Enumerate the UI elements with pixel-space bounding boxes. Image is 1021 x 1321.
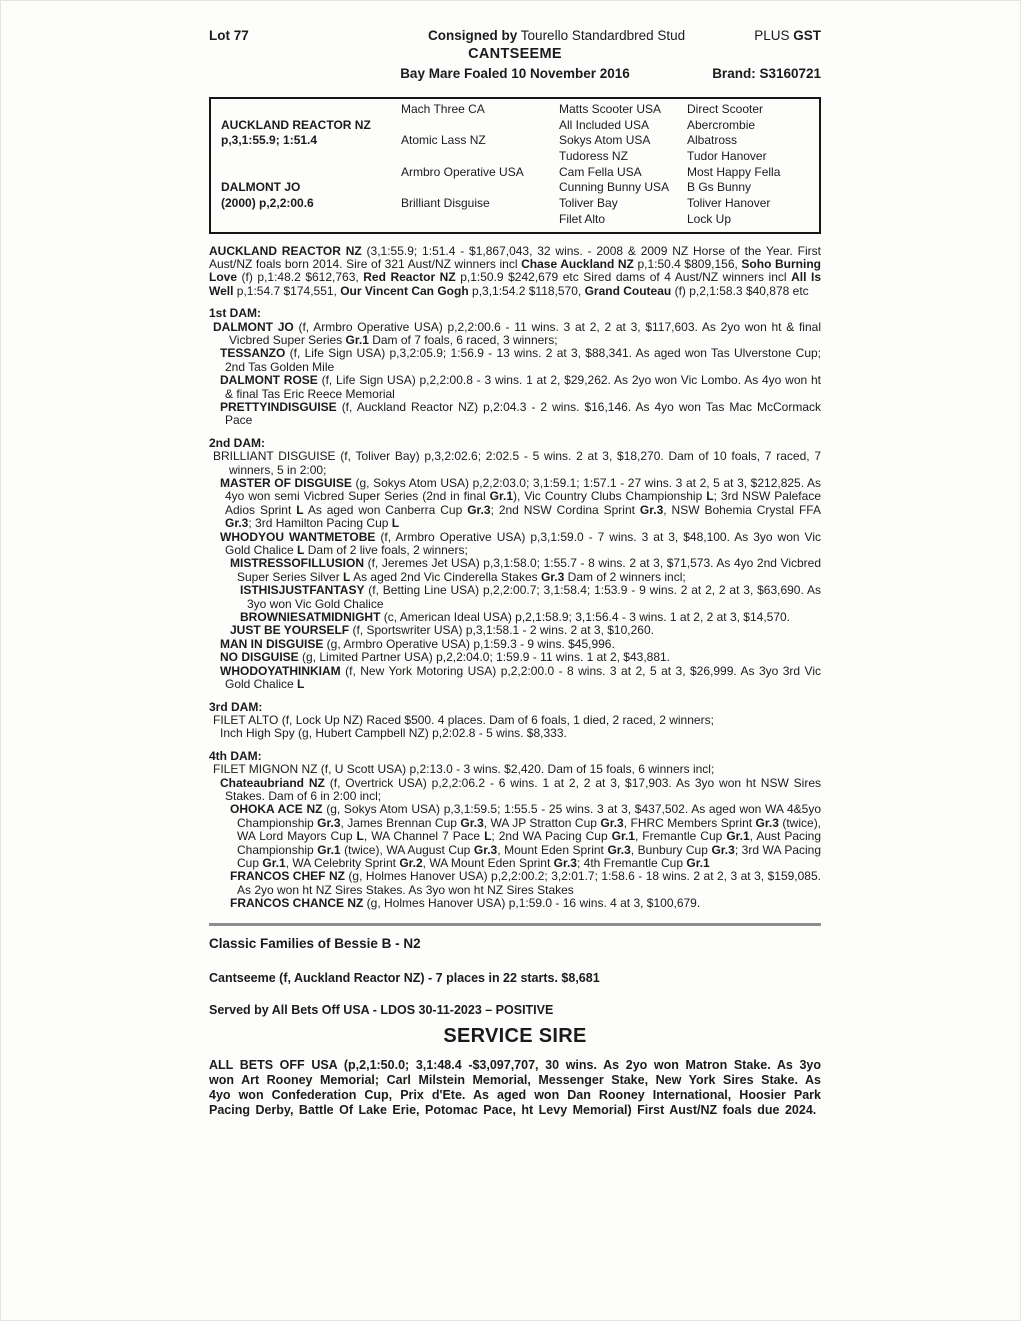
horse-dalmont-rose: DALMONT ROSE (f, Life Sign USA) p,2,2:00.8 - 3 wins. 1 at 2, $29,262. As 2yo won Vic Lombo. As 4yo won ht & final Tas Eric Reece Memorial: [220, 373, 821, 401]
horse-name: CANTSEEME: [468, 46, 562, 62]
consignor-name: Tourello Standardbred Stud: [520, 28, 686, 43]
gen4-ancestor: Toliver Hanover: [687, 196, 771, 211]
gen4-ancestor: Direct Scooter: [687, 102, 764, 116]
horse-dalmont-jo: DALMONT JO (f, Armbro Operative USA) p,2,2:00.6 - 11 wins. 3 at 2, 2 at 3, $117,603. As 2yo won ht & final Vicbred Super Series Gr.1 Dam of 7 foals, 6 raced, 3 winners;: [213, 319, 821, 347]
horse-prettyindisguise: PRETTYINDISGUISE (f, Auckland Reactor NZ) p,2:04.3 - 2 wins. $16,146. As 4yo won Tas Mac McCormack Pace: [220, 399, 821, 428]
horse-chateaubriand: Chateaubriand NZ (f, Overtrick USA) p,2,2:06.2 - 6 wins. 1 at 2, 2 at 3, $17,903. As 3yo won ht NSW Sires Stakes. Dam of 6 in 2:00 incl;: [220, 775, 821, 803]
horse-isthisjustfantasy: ISTHISJUSTFANTASY (f, Betting Line USA) p,2,2:00.7; 3,1:58.4; 1:53.9 - 9 wins. 2 at 2, 2 at 3, $63,690. As 3yo won Vic Gold Chalice: [240, 583, 821, 611]
gen4-ancestor: Abercrombie: [687, 117, 756, 132]
gen3-ancestor: Cunning Bunny USA: [559, 180, 670, 195]
gst-label: GST: [793, 28, 821, 43]
plus-label: PLUS: [754, 28, 790, 43]
gen3-ancestor: All Included USA: [559, 117, 650, 132]
foaling-details: Bay Mare Foaled 10 November 2016: [400, 66, 630, 81]
page-header: [209, 27, 821, 82]
horse-whodyou-wantmetobe: WHODYOU WANTMETOBE (f, Armbro Operative USA) p,3,1:59.0 - 7 wins. 3 at 3, $48,100. As 3yo won Vic Gold Chalice L Dam of 2 live foals, 2 winners;: [220, 529, 821, 558]
consigned-by-label: Consigned by: [428, 28, 518, 43]
service-sire-heading: SERVICE SIRE: [443, 1024, 587, 1047]
dam-record: (2000) p,2,2:00.6: [221, 196, 314, 211]
gst-note: [754, 27, 821, 44]
gen3-ancestor: Toliver Bay: [559, 196, 618, 211]
service-line: Served by All Bets Off USA - LDOS 30-11-2023 – POSITIVE: [209, 1002, 554, 1017]
gen4-ancestor: Lock Up: [687, 211, 732, 226]
horse-tessanzo: TESSANZO (f, Life Sign USA) p,3,2:05.9; 1:56.9 - 13 wins. 2 at 3, $88,341. As aged won Tas Ulverstone Cup; 2nd Tas Golden Mile: [220, 346, 821, 374]
service-sire-description: ALL BETS OFF USA (p,2,1:50.0; 3,1:48.4 -$3,097,707, 30 wins. As 2yo won Matron Stake. As 3yo won Art Rooney Memorial; Carl Milstein Memorial, Messenger Stake, New York Sires Stake. As 4yo won Confederation Cup, Prix d'Ete. As aged won Dan Rooney International, Hoosier Park Pacing Derby, Battle Of Lake Erie, Potomac Pace, ht Levy Memorial) First Aust/NZ foals due 2024.: [209, 1057, 821, 1118]
pedigree-text: [209, 245, 821, 911]
gen4-ancestor: Most Happy Fella: [687, 164, 781, 179]
gen3-ancestor: Sokys Atom USA: [559, 133, 651, 148]
second-dam-heading: 2nd DAM:: [209, 435, 265, 450]
family-classification: Classic Families of Bessie B - N2: [209, 935, 421, 951]
horse-brilliant-disguise: BRILLIANT DISGUISE (f, Toliver Bay) p,3,2:02.6; 2:02.5 - 5 wins. 2 at 3, $18,270. Dam of 10 foals, 7 raced, 7 winners, 5 in 2:00;: [213, 449, 821, 477]
brand-number: Brand: S3160721: [712, 66, 821, 81]
header-top-row: [209, 27, 821, 44]
gen2-ancestor: Mach Three CA: [401, 102, 485, 116]
horse-filet-mignon: FILET MIGNON NZ (f, U Scott USA) p,2:13.0 - 3 wins. $2,420. Dam of 15 foals, 6 winners incl;: [213, 762, 715, 777]
horse-whodoyathinkiam: WHODOYATHINKIAM (f, New York Motoring USA) p,2,2:00.0 - 8 wins. 3 at 2, 5 at 3, $26,999. As 3yo 3rd Vic Gold Chalice L: [220, 663, 821, 692]
sire-name: AUCKLAND REACTOR NZ: [221, 117, 371, 132]
horse-francos-chance: FRANCOS CHANCE NZ (g, Holmes Hanover USA) p,1:59.0 - 16 wins. 4 at 3, $100,679.: [230, 896, 701, 911]
pedigree-table: [209, 97, 821, 234]
fourth-dam-heading: 4th DAM:: [209, 748, 262, 763]
horse-master-of-disguise: MASTER OF DISGUISE (g, Sokys Atom USA) p,2,2:03.0; 3,1:59.1; 1:57.1 - 27 wins. 3 at 2, 5 at 3, $212,825. As 4yo won semi Vicbred Super Series (2nd in final Gr.1), Vic Country Clubs Championship L; 3rd NSW Paleface Adios Sprint L As aged won Canberra Cup Gr.3; 2nd NSW Cordina Sprint Gr.3, NSW Bohemia Crystal FFA Gr.3; 3rd Hamilton Pacing Cup L: [220, 476, 822, 531]
gen3-ancestor: Cam Fella USA: [559, 164, 642, 179]
gen3-ancestor: Tudoress NZ: [559, 149, 628, 164]
gen4-ancestor: Albatross: [687, 133, 738, 148]
horse-francos-chef: FRANCOS CHEF NZ (g, Holmes Hanover USA) p,2,2:00.2; 3,2:01.7; 1:58.6 - 18 wins. 2 at 2, 3 at 3, $159,085. As 2yo won ht NZ Sires Stakes. As 3yo won ht NZ Sires Stakes: [230, 869, 821, 897]
horse-man-in-disguise: MAN IN DISGUISE (g, Armbro Operative USA) p,1:59.3 - 9 wins. $45,996.: [220, 636, 615, 651]
dam-name: DALMONT JO: [221, 180, 301, 195]
horse-just-be-yourself: JUST BE YOURSELF (f, Sportswriter USA) p,3,1:58.1 - 2 wins. 2 at 3, $10,260.: [230, 623, 654, 638]
horse-browniesatmidnight: BROWNIESATMIDNIGHT (c, American Ideal USA) p,2,1:58.9; 3,1:56.4 - 3 wins. 1 at 2, 2 at 3, $14,570.: [240, 610, 791, 625]
horse-filet-alto: FILET ALTO (f, Lock Up NZ) Raced $500. 4 places. Dam of 6 foals, 1 died, 2 raced, 2 winners;: [213, 712, 714, 727]
gen2-ancestor: Armbro Operative USA: [401, 164, 524, 179]
header-detail-row: [209, 65, 821, 82]
gen3-ancestor: Filet Alto: [559, 211, 606, 226]
horse-no-disguise: NO DISGUISE (g, Limited Partner USA) p,2,2:04.0; 1:59.9 - 11 wins. 1 at 2, $43,881.: [220, 650, 671, 665]
gen2-ancestor: Brilliant Disguise: [401, 196, 490, 211]
gen3-ancestor: Matts Scooter USA: [559, 102, 662, 116]
consignor-line: [359, 27, 754, 44]
race-record-line: Cantseeme (f, Auckland Reactor NZ) - 7 places in 22 starts. $8,681: [209, 970, 600, 985]
section-divider: [209, 923, 821, 926]
gen2-ancestor: Atomic Lass NZ: [401, 133, 486, 148]
horse-ohoka-ace: OHOKA ACE NZ (g, Sokys Atom USA) p,3,1:59.5; 1:55.5 - 25 wins. 3 at 3, $437,502. As aged won WA 4&5yo Championship Gr.3, James Brennan Cup Gr.3, WA JP Stratton Cup Gr.3, FHRC Members Sprint Gr.3 (twice), WA Lord Mayors Cup L, WA Channel 7 Pace L; 2nd WA Pacing Cup Gr.1, Fremantle Cup Gr.1, Aust Pacing Championship Gr.1 (twice), WA August Cup Gr.3, Mount Eden Sprint Gr.3, Bunbury Cup Gr.3; 3rd WA Pacing Cup Gr.1, WA Celebrity Sprint Gr.2, WA Mount Eden Sprint Gr.3; 4th Fremantle Cup Gr.1: [230, 802, 822, 870]
gen4-ancestor: B Gs Bunny: [687, 180, 752, 195]
horse-mistressofillusion: MISTRESSOFILLUSION (f, Jeremes Jet USA) p,3,1:58.0; 1:55.7 - 8 wins. 2 at 3, $71,573. As 4yo 2nd Vicbred Super Series Silver L As aged 2nd Vic Cinderella Stakes Gr.3 Dam of 2 winners incl;: [230, 556, 821, 584]
gen4-ancestor: Tudor Hanover: [687, 149, 767, 164]
lot-number: Lot 77: [209, 28, 249, 43]
third-dam-heading: 3rd DAM:: [209, 699, 263, 714]
first-dam-heading: 1st DAM:: [209, 306, 262, 321]
horse-inch-high-spy: Inch High Spy (g, Hubert Campbell NZ) p,2:02.8 - 5 wins. $8,333.: [220, 726, 567, 741]
sire-record: p,3,1:55.9; 1:51.4: [221, 133, 318, 148]
sire-summary: AUCKLAND REACTOR NZ (3,1:55.9; 1:51.4 - $1,867,043, 32 wins. - 2008 & 2009 NZ Horse of the Year. First Aust/NZ foals born 2014. Sire of 321 Aust/NZ winners incl Chase Auckland NZ p,1:50.4 $809,156, Soho Burning Love (f) p,1:48.2 $612,763, Red Reactor NZ p,1:50.9 $242,679 etc Sired dams of 4 Aust/NZ winners incl All Is Well p,1:54.7 $174,551, Our Vincent Can Gogh p,3,1:54.2 $118,570, Grand Couteau (f) p,2,1:58.3 $40,878 etc: [209, 243, 822, 298]
